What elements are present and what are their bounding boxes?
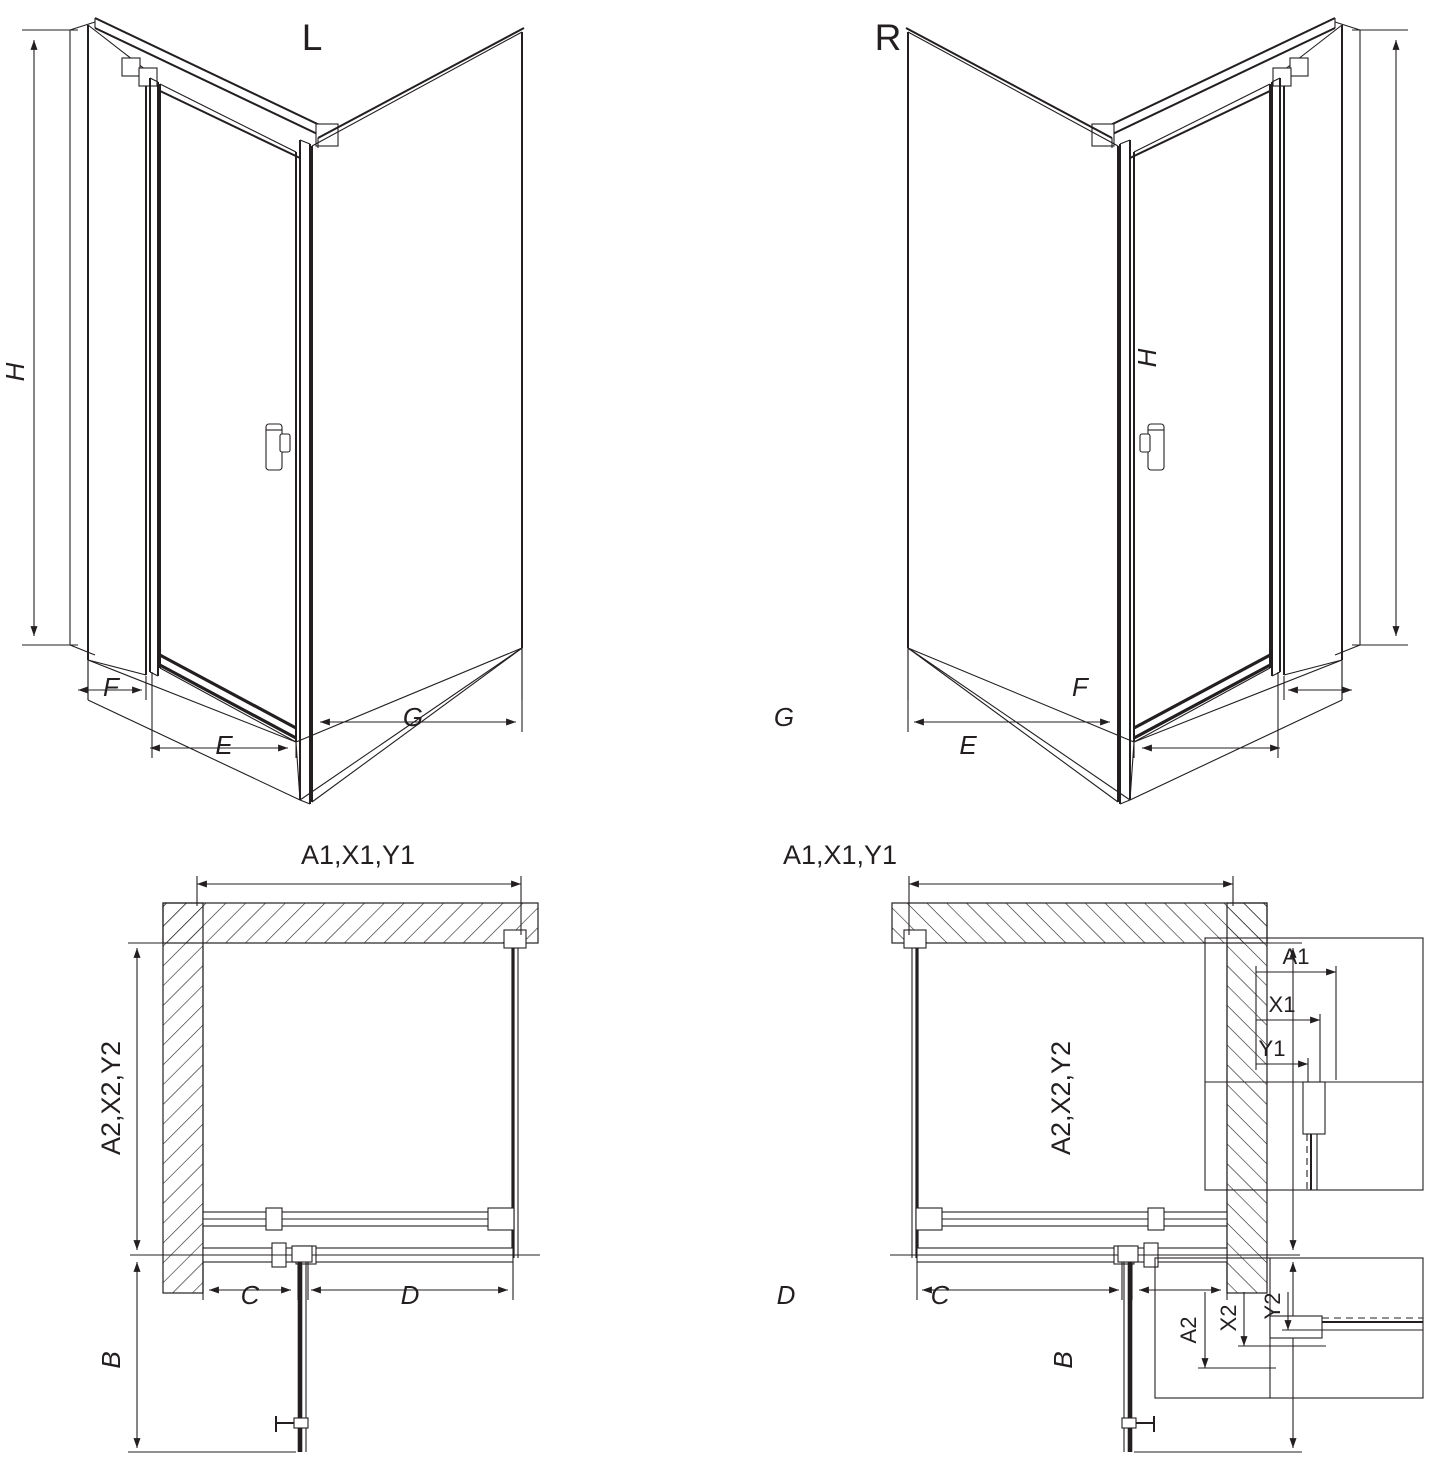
label-detail-a1: A1 (1282, 944, 1310, 969)
label-b-left: B (96, 1351, 126, 1369)
label-detail-y2: Y2 (1260, 1292, 1285, 1320)
label-detail-x2: X2 (1216, 1304, 1241, 1332)
label-h-right: H (1132, 348, 1162, 368)
label-e-left: E (215, 730, 233, 760)
label-detail-a2: A2 (1176, 1316, 1201, 1344)
label-detail-x1: X1 (1268, 992, 1296, 1017)
label-f-right: F (1072, 672, 1088, 702)
label-h-left: H (0, 362, 30, 382)
label-d-right: D (776, 1280, 796, 1310)
label-top-dim-left: A1,X1,Y1 (300, 840, 416, 870)
label-f-left: F (103, 672, 119, 702)
label-c-left: C (240, 1280, 260, 1310)
label-top-dim-right: A1,X1,Y1 (782, 840, 898, 870)
variant-label-left: L (301, 17, 323, 58)
label-c-right: C (930, 1280, 950, 1310)
label-e-right: E (959, 730, 977, 760)
label-side-dim-left: A2,X2,Y2 (96, 1040, 126, 1156)
label-detail-y1: Y1 (1258, 1036, 1286, 1061)
label-g-left: G (402, 702, 424, 732)
label-d-left: D (400, 1280, 420, 1310)
label-side-dim-right: A2,X2,Y2 (1046, 1040, 1076, 1156)
label-b-right: B (1048, 1351, 1078, 1369)
variant-label-right: R (874, 17, 902, 58)
label-g-right: G (773, 702, 795, 732)
